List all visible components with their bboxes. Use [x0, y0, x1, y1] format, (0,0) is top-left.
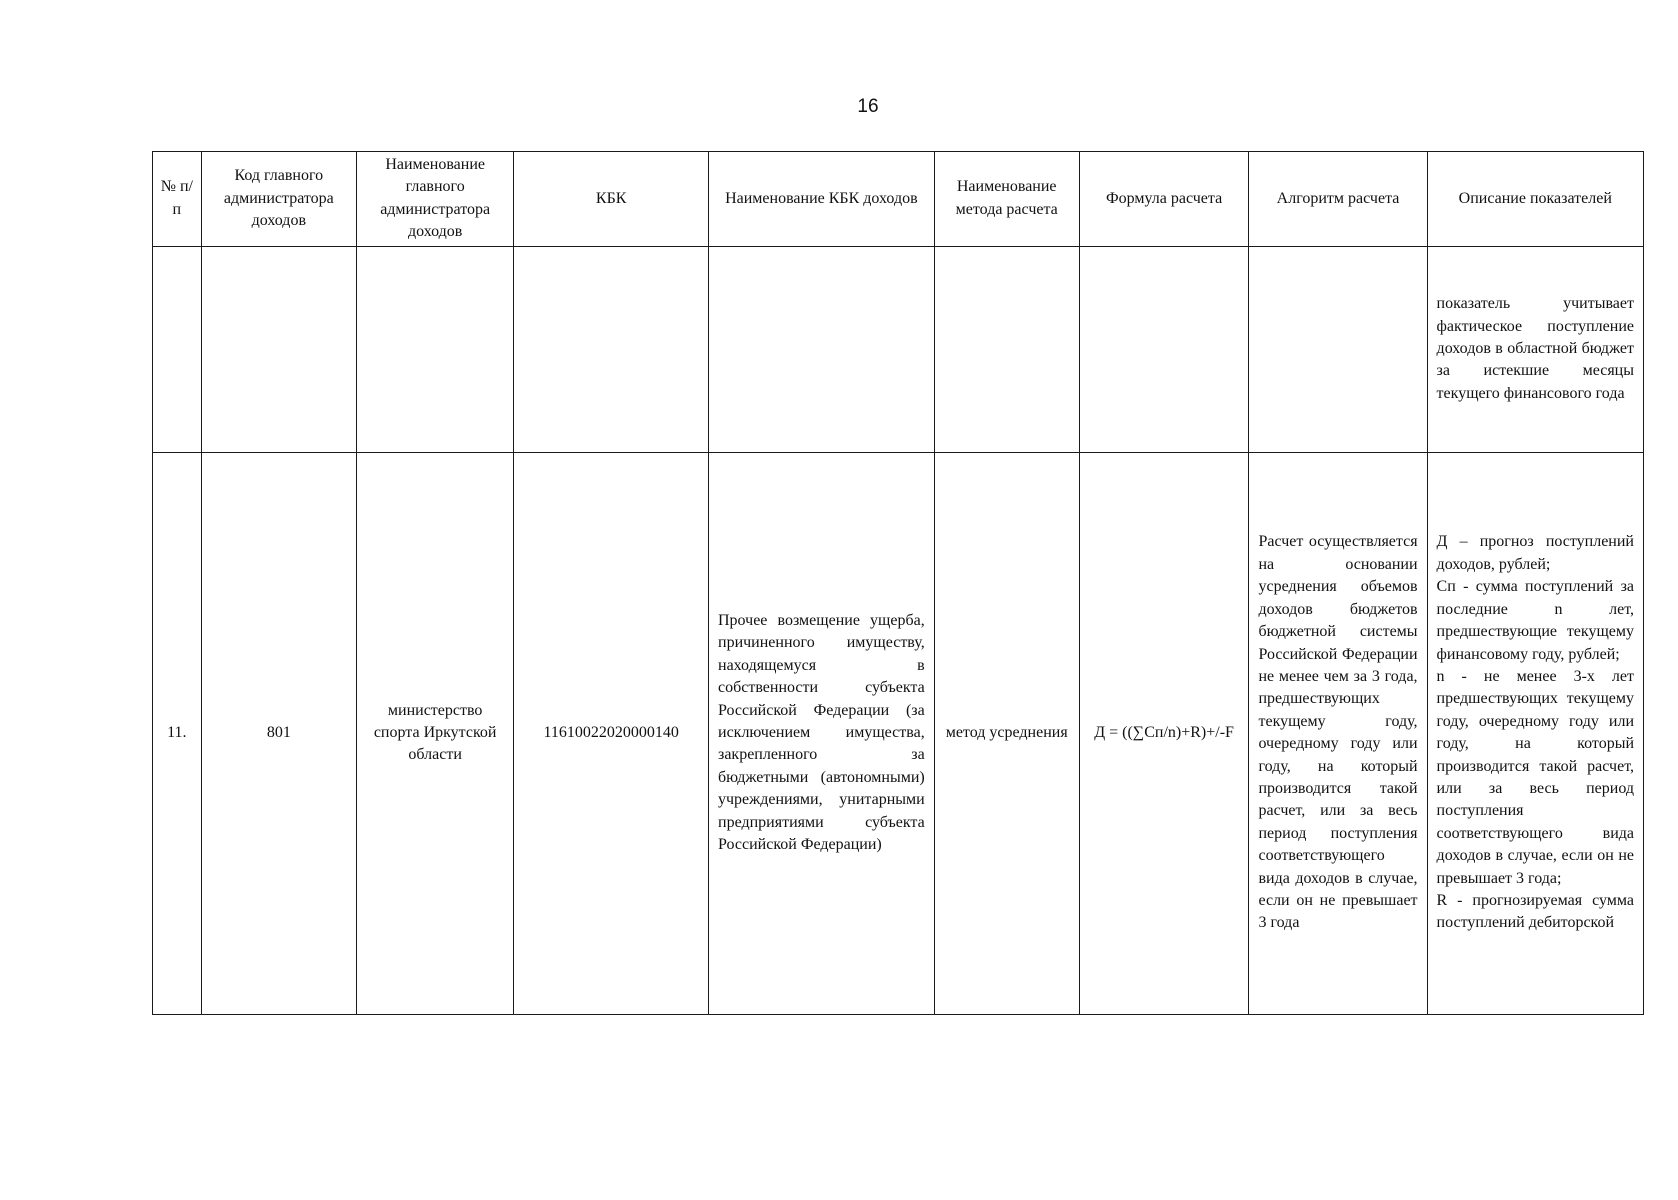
header-kbk: КБК: [514, 152, 709, 247]
empty-cell: [1079, 246, 1249, 452]
table-header-row: [153, 152, 1644, 247]
header-num: № п/п: [153, 152, 202, 247]
header-formula: Формула расчета: [1079, 152, 1249, 247]
empty-cell: [1249, 246, 1427, 452]
kbk-cell: 11610022020000140: [514, 452, 709, 1014]
formula-cell: Д = ((∑Cп/n)+R)+/-F: [1079, 452, 1249, 1014]
empty-cell: [201, 246, 356, 452]
table-row-continuation: [153, 246, 1644, 452]
description-line: n - не менее 3-х лет предшествующих текущему году, очередному году или году, на который производится такой расчет, или за весь период поступления соответствующего вида доходов в случае, если он не превышает 3 года;: [1436, 667, 1634, 887]
header-admin-name: Наименование главного администратора доходов: [356, 152, 513, 247]
empty-cell: [153, 246, 202, 452]
algorithm-cell: Расчет осуществляется на основании усреднения объемов доходов бюджетов бюджетной системы Российской Федерации не менее чем за 3 года, предшествующих текущему году, очередному году или году, на который производится такой расчет, или за весь период поступления соответствующего вида доходов в случае, если он не превышает 3 года: [1249, 452, 1427, 1014]
continuation-description-cell: показатель учитывает фактическое поступление доходов в областной бюджет за истекшие месяцы текущего финансового года: [1427, 246, 1643, 452]
header-method-name: Наименование метода расчета: [934, 152, 1079, 247]
description-cell: [1427, 452, 1643, 1014]
header-kbk-name: Наименование КБК доходов: [709, 152, 935, 247]
empty-cell: [934, 246, 1079, 452]
kbk-name-cell: Прочее возмещение ущерба, причиненного имуществу, находящемуся в собственности субъекта Российской Федерации (за исключением имущества, закрепленного за бюджетными (автономными) учреждениями, унитарными предприятиями субъекта Российской Федерации): [709, 452, 935, 1014]
admin-code-cell: 801: [201, 452, 356, 1014]
description-line: Д – прогноз поступлений доходов, рублей;: [1436, 533, 1634, 573]
header-algorithm: Алгоритм расчета: [1249, 152, 1427, 247]
page-number: 16: [857, 96, 879, 117]
empty-cell: [356, 246, 513, 452]
admin-name-cell: министерство спорта Иркутской области: [356, 452, 513, 1014]
forecast-methods-table: [152, 151, 1644, 1015]
description-line: Cп - сумма поступлений за последние n лет, предшествующие текущему финансовому году, рублей;: [1436, 578, 1634, 663]
method-name-cell: метод усреднения: [934, 452, 1079, 1014]
empty-cell: [709, 246, 935, 452]
header-admin-code: Код главного администратора доходов: [201, 152, 356, 247]
empty-cell: [514, 246, 709, 452]
header-description: Описание показателей: [1427, 152, 1643, 247]
table-row-11: [153, 452, 1644, 1014]
description-line: R - прогнозируемая сумма поступлений дебиторской: [1436, 891, 1634, 932]
row-number-cell: 11.: [153, 452, 202, 1014]
